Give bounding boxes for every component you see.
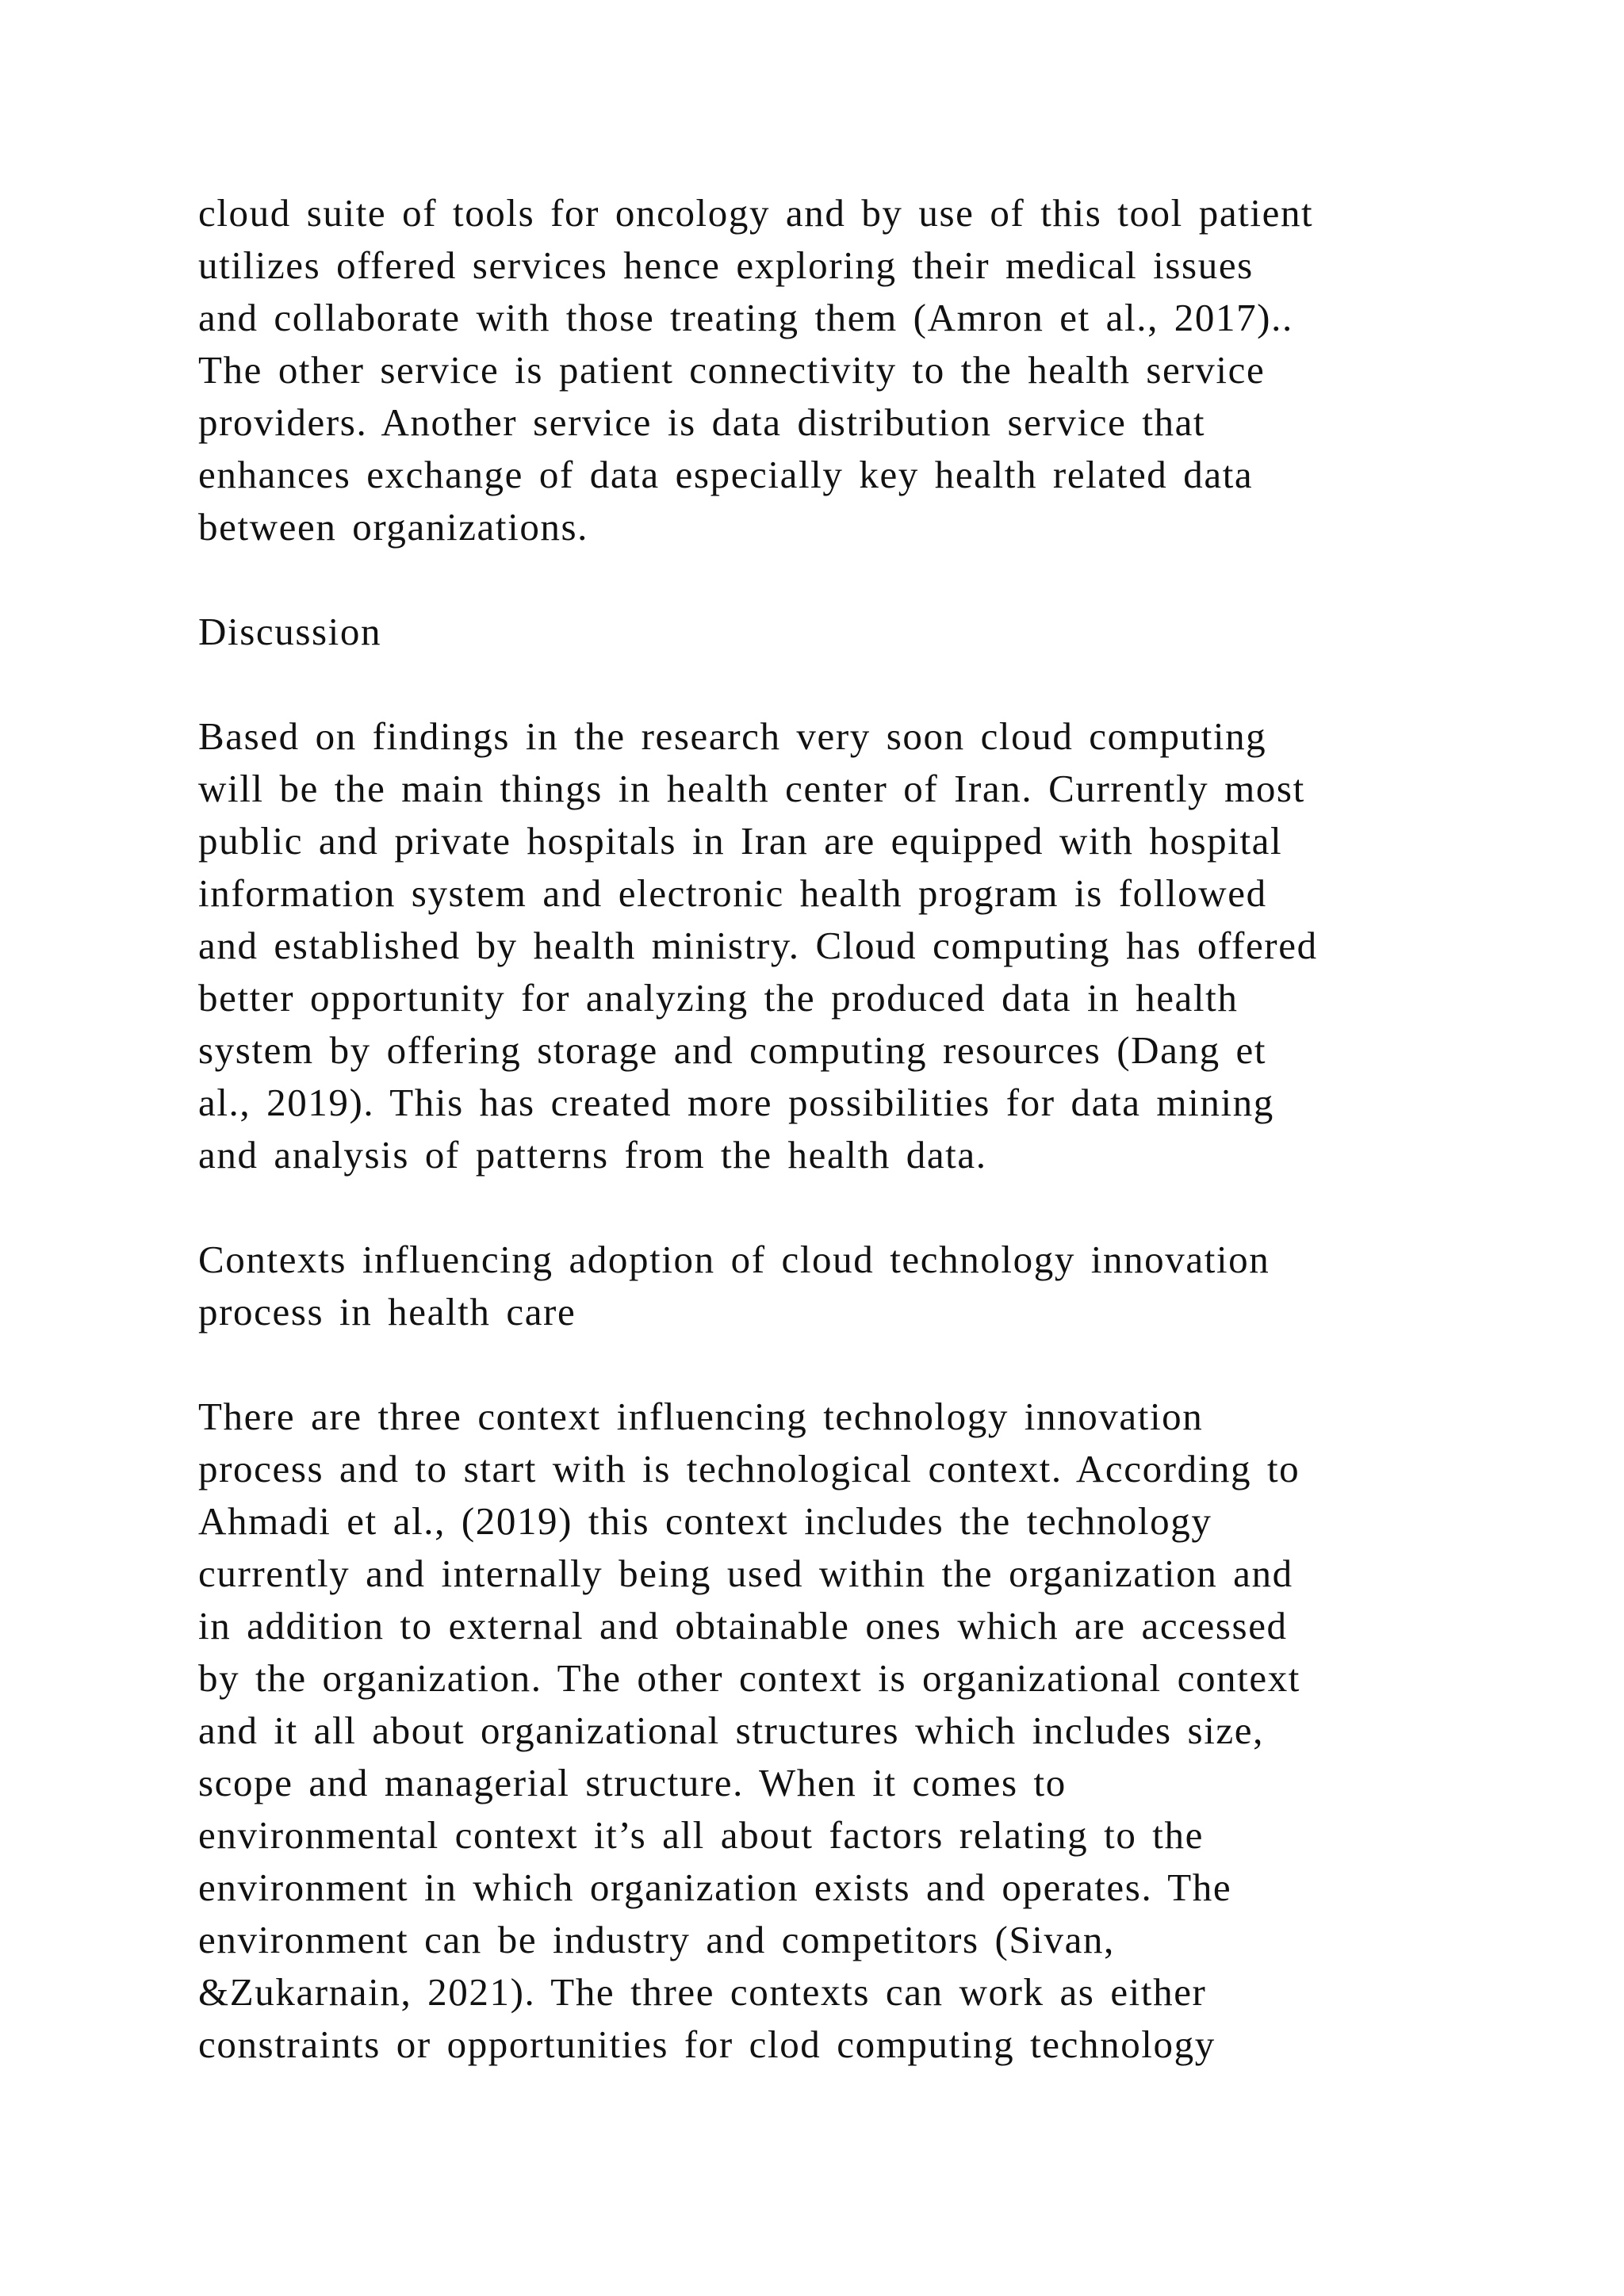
text-line: currently and internally being used within the organization and [198,1552,1293,1595]
text-line: scope and managerial structure. When it comes to [198,1761,1067,1804]
text-line: public and private hospitals in Iran are equipped with hospital [198,819,1283,863]
heading-discussion [198,606,1499,658]
text-line: environment can be industry and competitors (Sivan, [198,1918,1115,1961]
text-line: utilizes offered services hence exploring their medical issues [198,243,1254,287]
paragraph-spacer [198,658,1499,710]
text-line: system by offering storage and computing resources (Dang et [198,1028,1267,1072]
text-line: environment in which organization exists and operates. The [198,1866,1232,1909]
text-line: environmental context it’s all about factors relating to the [198,1813,1204,1857]
text-line: and it all about organizational structures which includes size, [198,1709,1264,1752]
paragraph-spacer [198,1181,1499,1234]
text-line: and analysis of patterns from the health data. [198,1133,987,1177]
section-heading: process in health care [198,1290,576,1334]
text-line: &Zukarnain, 2021). The three contexts can work as either [198,1970,1207,2014]
text-line: There are three context influencing technology innovation [198,1395,1204,1438]
text-line: cloud suite of tools for oncology and by use of this tool patient [198,191,1314,235]
text-line: enhances exchange of data especially key health related data [198,453,1254,496]
text-line: The other service is patient connectivity to the health service [198,348,1266,392]
paragraph-discussion [198,710,1499,1181]
text-line: better opportunity for analyzing the produced data in health [198,976,1239,1020]
paragraph-contexts [198,1391,1499,2071]
section-heading: Discussion [198,610,382,653]
section-heading: Contexts influencing adoption of cloud technology innovation [198,1238,1270,1281]
text-line: between organizations. [198,505,589,549]
text-line: will be the main things in health center of Iran. Currently most [198,767,1305,810]
text-line: by the organization. The other context is organizational context [198,1656,1301,1700]
text-line: information system and electronic health program is followed [198,871,1267,915]
paragraph-spacer [198,553,1499,606]
text-line: process and to start with is technological context. According to [198,1447,1300,1490]
text-line: constraints or opportunities for clod computing technology [198,2022,1216,2066]
paragraph-intro [198,187,1499,553]
text-line: Ahmadi et al., (2019) this context includes the technology [198,1499,1212,1543]
heading-contexts [198,1234,1499,1338]
text-line: and collaborate with those treating them (Amron et al., 2017).. [198,296,1293,339]
text-line: and established by health ministry. Cloud computing has offered [198,924,1318,967]
text-line: in addition to external and obtainable ones which are accessed [198,1604,1288,1647]
paragraph-spacer [198,1338,1499,1391]
text-line: al., 2019). This has created more possibilities for data mining [198,1081,1274,1124]
document-page [198,187,1499,2071]
text-line: providers. Another service is data distribution service that [198,400,1206,444]
text-line: Based on findings in the research very soon cloud computing [198,714,1267,758]
